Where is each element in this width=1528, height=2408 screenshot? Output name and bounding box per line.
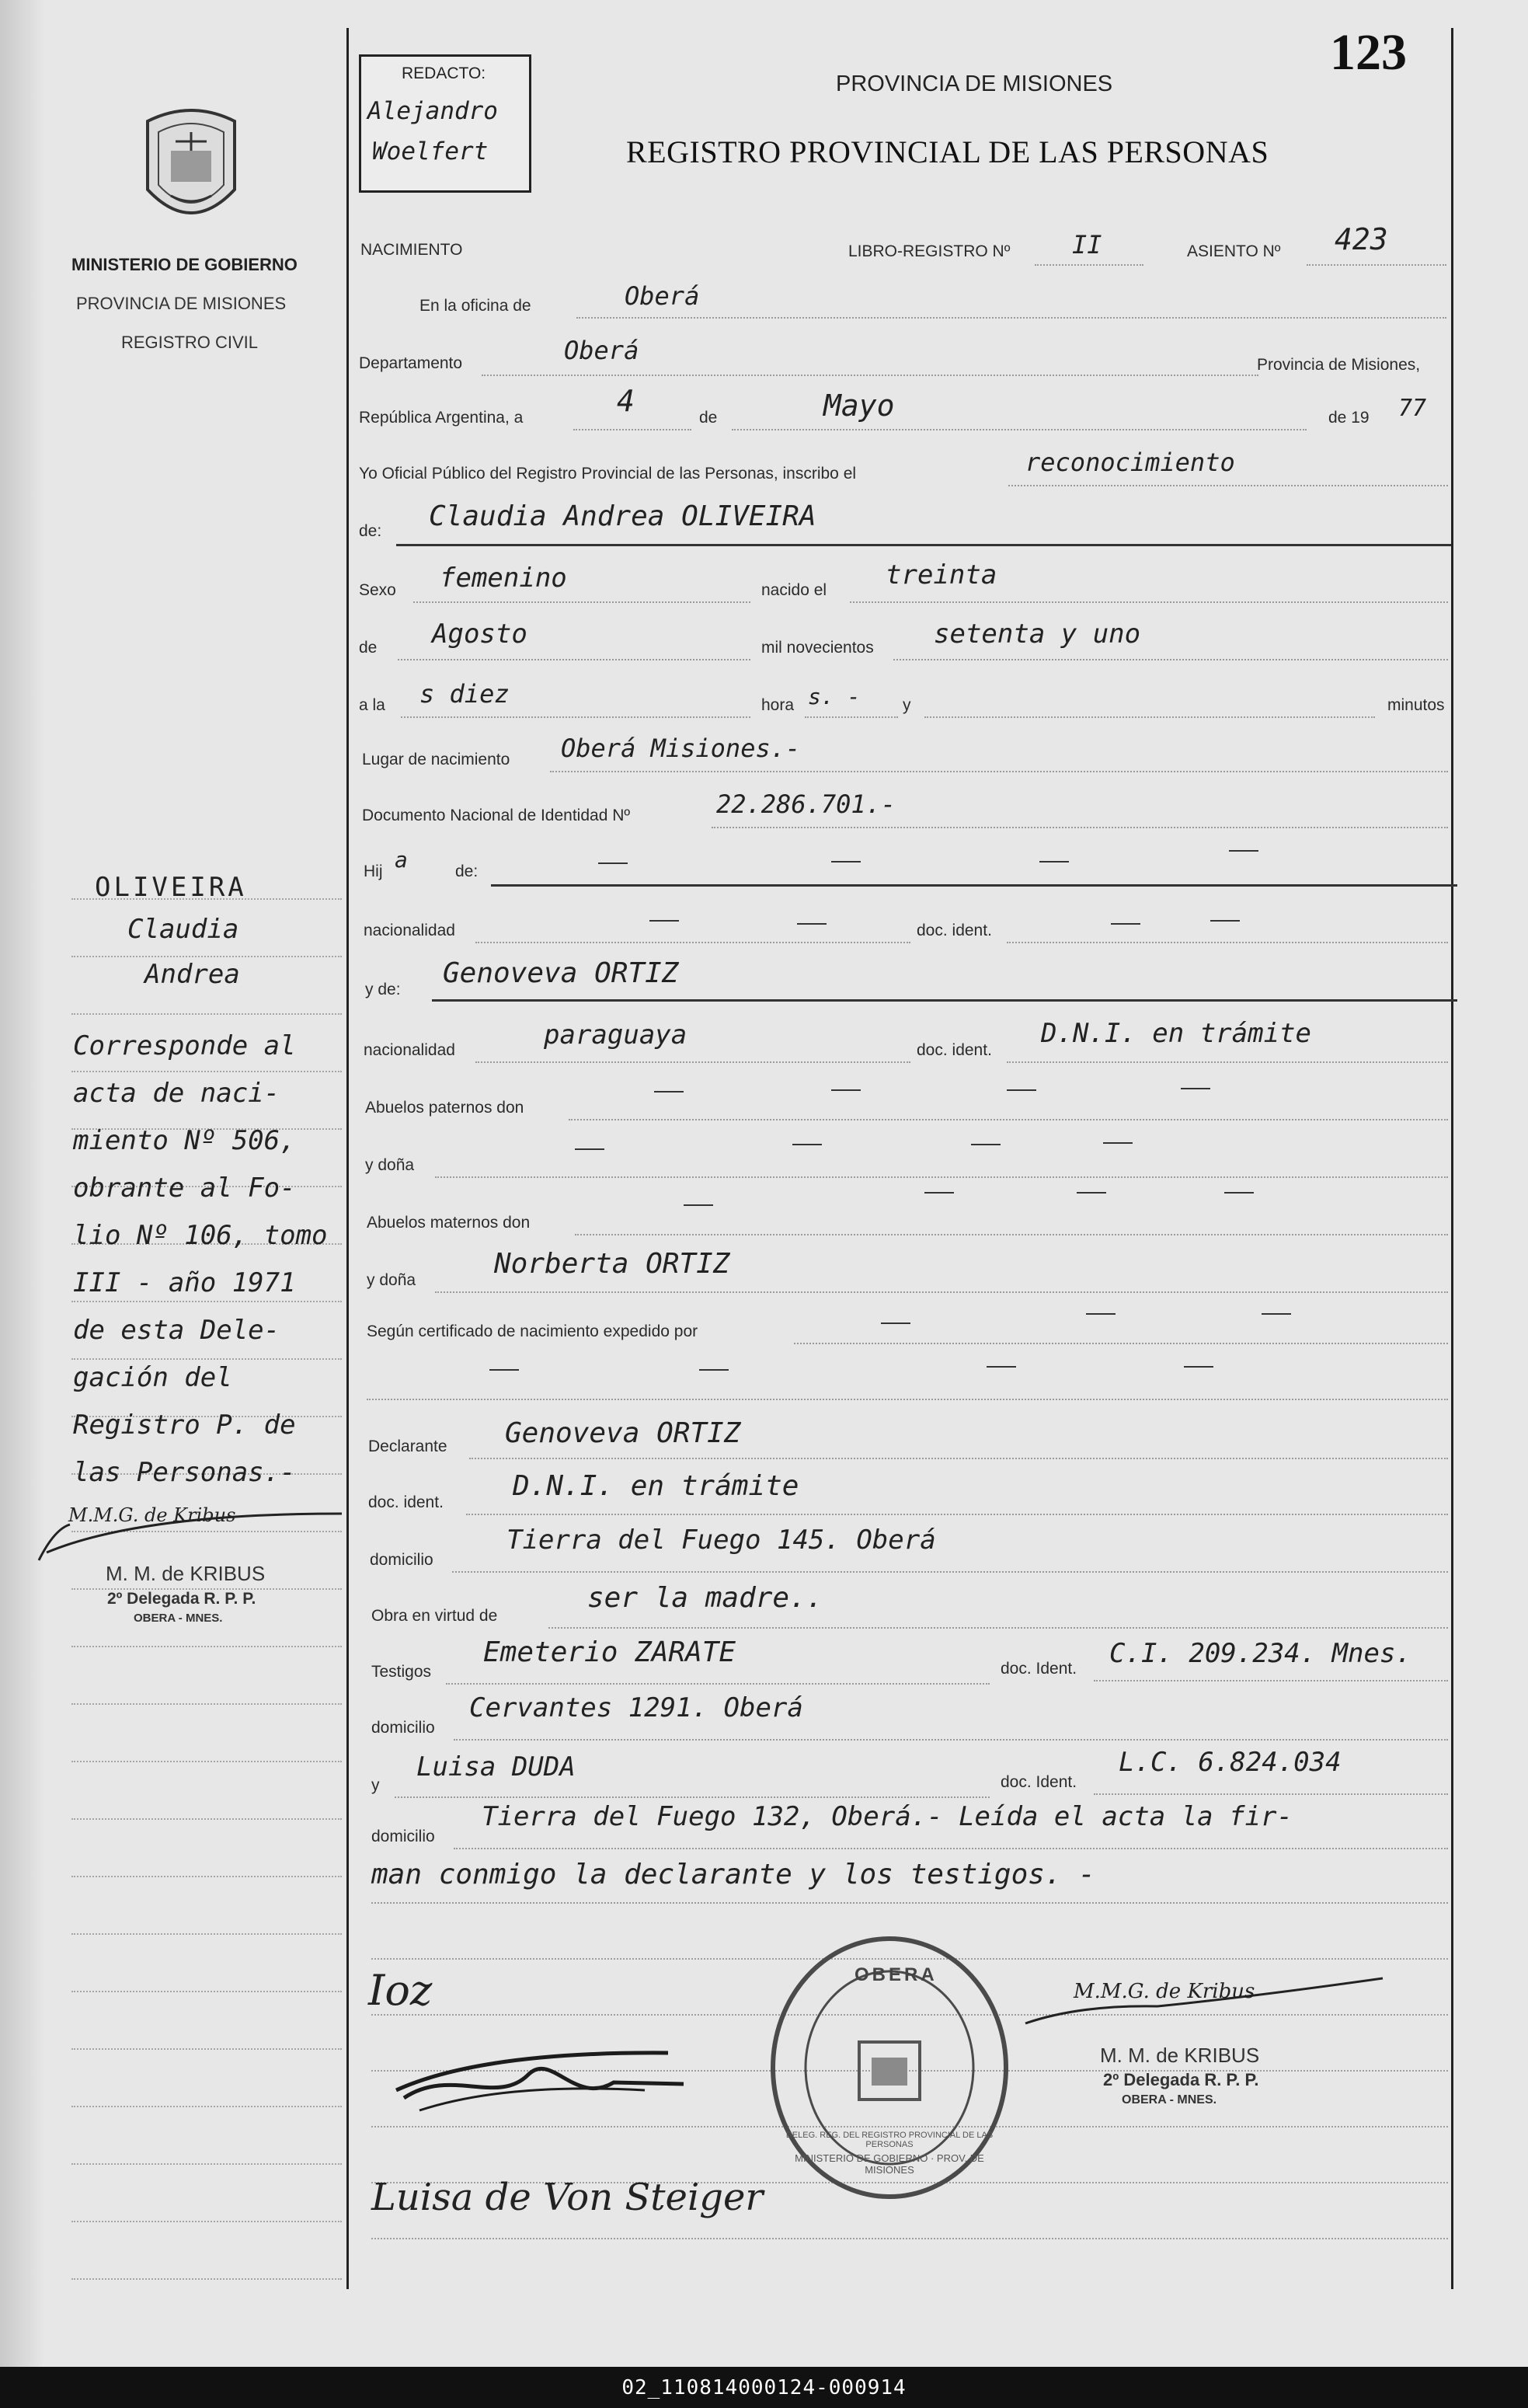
margin-line <box>71 1876 342 1877</box>
horas-value: s. - <box>808 684 861 709</box>
sexo-line <box>413 601 750 603</box>
nacionalidad1-line <box>475 942 910 943</box>
margin-line <box>71 1933 342 1935</box>
margin-note-line: acta de naci- <box>73 1078 280 1109</box>
margin-note-line: Corresponde al <box>73 1030 296 1061</box>
margin-note-line: III - año 1971 <box>73 1267 296 1298</box>
madre-line <box>432 999 1457 1002</box>
hijo-dash <box>831 861 861 862</box>
domicilio2-label: domicilio <box>371 1719 435 1737</box>
horas-label: hora <box>761 696 795 714</box>
page-number: 123 <box>1330 24 1407 81</box>
declarante-line <box>469 1458 1448 1459</box>
departamento-line <box>482 375 1258 376</box>
name-value: Claudia Andrea OLIVEIRA <box>429 500 816 532</box>
ydona1-line <box>435 1176 1448 1178</box>
nacido-line <box>850 601 1448 603</box>
abuelos-pat-dash <box>1181 1088 1210 1089</box>
segun-dash <box>987 1366 1016 1368</box>
segun-line <box>794 1343 1448 1344</box>
closing-value: man conmigo la declarante y los testigos. - <box>371 1859 1095 1891</box>
province-heading: PROVINCIA DE MISIONES <box>836 71 1113 96</box>
signature-line <box>371 2238 1448 2239</box>
abuelos-pat-line <box>569 1119 1448 1120</box>
domicilio1-value: Tierra del Fuego 145. Oberá <box>506 1525 936 1556</box>
hijo-line <box>491 884 1457 887</box>
margin-line <box>71 1013 342 1015</box>
hora-value: s diez <box>419 679 510 709</box>
de2-label: de <box>359 639 378 657</box>
docident4-value: C.I. 209.234. Mnes. <box>1109 1638 1411 1669</box>
hijo-label: Hij <box>364 862 383 880</box>
yde-label: y de: <box>365 981 401 998</box>
docident4-label: doc. Ident. <box>1001 1660 1077 1678</box>
anio-value: 77 <box>1398 395 1427 422</box>
ydona1-dash <box>1103 1142 1133 1144</box>
official-stamp-name: M. M. de KRIBUS <box>1100 2044 1260 2067</box>
segun-dash <box>1184 1366 1213 1368</box>
margin-signature-stroke <box>23 1498 350 1571</box>
lugar-value: Oberá Misiones.- <box>561 734 801 763</box>
dni-value: 22.286.701.- <box>716 789 896 819</box>
lugar-label: Lugar de nacimiento <box>362 751 510 768</box>
right-column-rule <box>1451 28 1453 2289</box>
ydona1-dash <box>792 1144 822 1145</box>
minutos-label: minutos <box>1387 696 1445 714</box>
segun-line2 <box>367 1399 1448 1400</box>
record-type: NACIMIENTO <box>360 241 463 259</box>
segun-dash <box>489 1369 519 1371</box>
redacto-box <box>359 54 531 193</box>
official-signature: M.M.G. de Kribus <box>1074 1980 1255 2003</box>
left-column-rule <box>346 28 349 2289</box>
mes-value: Mayo <box>823 389 895 423</box>
registry-title: REGISTRO PROVINCIAL DE LAS PERSONAS <box>626 134 1269 169</box>
docident1-line <box>1007 942 1448 943</box>
domicilio2-value: Cervantes 1291. Oberá <box>469 1692 803 1723</box>
anio-nac-line <box>893 659 1448 660</box>
obra-label: Obra en virtud de <box>371 1607 498 1625</box>
mes-nac-line <box>398 659 750 660</box>
binding-spine <box>0 0 45 2367</box>
lugar-line <box>550 771 1448 772</box>
domicilio2-line <box>454 1739 1448 1741</box>
docident2-value: D.N.I. en trámite <box>1041 1018 1311 1049</box>
fecha-de-label: de <box>699 409 718 427</box>
margin-line <box>71 1703 342 1705</box>
testigos-label: Testigos <box>371 1663 432 1681</box>
docident5-value: L.C. 6.824.034 <box>1119 1747 1342 1778</box>
signature-declarante: Ioz <box>368 1966 433 2015</box>
margin-given1: Claudia <box>127 914 239 945</box>
nacionalidad1-label: nacionalidad <box>364 922 455 939</box>
abuelos-mat-label: Abuelos maternos don <box>367 1214 531 1232</box>
docident5-label: doc. Ident. <box>1001 1773 1077 1791</box>
hora-line <box>401 716 750 718</box>
seal-top-text: OBERA <box>854 1964 938 1985</box>
libro-label: LIBRO-REGISTRO Nº <box>848 242 1011 260</box>
margin-line <box>71 1991 342 1992</box>
declarante-label: Declarante <box>368 1437 447 1455</box>
abuelos-pat-label: Abuelos paternos don <box>365 1099 524 1117</box>
inscribo-line <box>1008 485 1448 486</box>
margin-line <box>71 1301 342 1302</box>
seal-bottom-text: MINISTERIO DE GOBIERNO · PROV. DE MISIONES <box>795 2152 984 2176</box>
ydona2-label: y doña <box>367 1271 416 1289</box>
y-label: y <box>903 696 911 714</box>
margin-line <box>71 2163 342 2165</box>
margin-given2: Andrea <box>144 959 240 990</box>
abuelos-mat-dash <box>924 1192 954 1194</box>
abuelos-mat-dash <box>1077 1192 1106 1194</box>
libro-value: II <box>1072 230 1102 260</box>
obra-line <box>548 1627 1448 1629</box>
hijo-dash <box>1229 850 1258 852</box>
margin-note-line: lio Nº 106, tomo <box>73 1220 328 1251</box>
minutos-line <box>924 716 1375 718</box>
declarante-value: Genoveva ORTIZ <box>505 1417 741 1449</box>
margin-line <box>71 2048 342 2050</box>
margin-stamp-name: M. M. de KRIBUS <box>106 1562 266 1585</box>
domicilio1-label: domicilio <box>370 1551 433 1569</box>
margin-stamp-title: 2º Delegada R. P. P. <box>107 1590 256 1608</box>
margin-line <box>71 1818 342 1820</box>
abuelos-pat-dash <box>1007 1089 1036 1091</box>
provincia-label: Provincia de Misiones, <box>1257 356 1421 374</box>
abuelos-pat-dash <box>831 1089 861 1091</box>
testigo2-value: Luisa DUDA <box>416 1751 576 1782</box>
asiento-line <box>1307 264 1446 266</box>
nacido-label: nacido el <box>761 581 827 599</box>
ala-label: a la <box>359 696 385 714</box>
nacionalidad2-value: paraguaya <box>544 1019 687 1051</box>
abuelos-mat-dash <box>1224 1192 1254 1194</box>
de19-label: de 19 <box>1328 409 1370 427</box>
asiento-value: 423 <box>1335 222 1388 256</box>
madre-value: Genoveva ORTIZ <box>443 957 679 989</box>
departamento-label: Departamento <box>359 354 463 372</box>
sexo-value: femenino <box>440 563 567 594</box>
margin-line <box>71 1071 342 1072</box>
abuela-mat-value: Norberta ORTIZ <box>494 1248 730 1280</box>
docident1-dash <box>1210 920 1240 922</box>
official-stamp-place: OBERA - MNES. <box>1122 2093 1217 2107</box>
margin-signature: M.M.G. de Kribus <box>68 1504 236 1526</box>
republica-label: República Argentina, a <box>359 409 524 427</box>
mes-nac-value: Agosto <box>432 619 527 650</box>
margin-line <box>71 2106 342 2107</box>
abuelos-mat-line <box>575 1234 1448 1235</box>
margin-note-line: Registro P. de <box>73 1410 296 1441</box>
margin-note-line: miento Nº 506, <box>73 1125 296 1156</box>
mes-line <box>732 429 1307 430</box>
docident2-label: doc. ident. <box>917 1041 992 1059</box>
departamento-value: Oberá <box>564 336 639 365</box>
oficina-line <box>576 317 1446 319</box>
nacionalidad2-line <box>475 1061 910 1063</box>
margin-stamp-place: OBERA - MNES. <box>134 1612 223 1625</box>
ydona1-dash <box>971 1144 1001 1145</box>
domicilio3-line <box>454 1848 1448 1849</box>
hijo-suffix: a <box>395 847 408 873</box>
redacto-label: REDACTO: <box>402 64 486 82</box>
margin-note-line: las Personas.- <box>73 1457 296 1488</box>
nacionalidad2-label: nacionalidad <box>364 1041 455 1059</box>
domicilio3-value: Tierra del Fuego 132, Oberá.- Leída el acta la fir- <box>482 1801 1293 1832</box>
hijo-de-label: de: <box>455 862 479 880</box>
testigo1-line <box>446 1683 990 1685</box>
official-signature-stroke <box>1018 1974 1391 2039</box>
abuelos-mat-dash <box>684 1204 713 1206</box>
redacto-name-line1: Alejandro <box>367 97 498 125</box>
testigo1-value: Emeterio ZARATE <box>483 1636 736 1668</box>
docident2-line <box>1007 1061 1448 1063</box>
nacionalidad1-dash <box>797 923 827 925</box>
ministry-province: PROVINCIA DE MISIONES <box>76 294 287 313</box>
docident5-line <box>1094 1793 1448 1795</box>
redacto-name-line2: Woelfert <box>372 138 489 166</box>
oficial-text: Yo Oficial Público del Registro Provincial de las Personas, inscribo el <box>359 465 857 483</box>
margin-line <box>71 956 342 957</box>
nacionalidad1-dash <box>649 920 679 922</box>
docident3-value: D.N.I. en trámite <box>513 1470 799 1502</box>
y2-label: y <box>371 1776 380 1794</box>
de-name-label: de: <box>359 522 382 540</box>
margin-note-line: gación del <box>73 1362 232 1393</box>
segun-dash <box>1086 1313 1116 1315</box>
signature-testigo2: Luisa de Von Steiger <box>371 2176 764 2219</box>
asiento-label: ASIENTO Nº <box>1187 242 1281 260</box>
abuelos-pat-dash <box>654 1091 684 1092</box>
domicilio3-label: domicilio <box>371 1828 435 1845</box>
horas-line <box>805 716 898 718</box>
segun-label: Según certificado de nacimiento expedido por <box>367 1322 698 1340</box>
margin-line <box>71 1761 342 1762</box>
libro-line <box>1035 264 1143 266</box>
seal-ring-text: DELEG. REG. DEL REGISTRO PROVINCIAL DE LAS PERSONAS <box>785 2131 994 2149</box>
oficina-value: Oberá <box>625 281 700 311</box>
docident4-line <box>1094 1680 1448 1681</box>
nacido-value: treinta <box>886 559 997 591</box>
testigo2-line <box>395 1796 990 1798</box>
segun-dash <box>699 1369 729 1371</box>
ministry-seal-icon <box>137 104 245 239</box>
docident3-line <box>466 1514 1448 1515</box>
margin-line <box>71 2278 342 2280</box>
margin-surname: OLIVEIRA <box>95 872 247 903</box>
margin-note-line: de esta Dele- <box>73 1315 280 1346</box>
ydona2-line <box>435 1291 1448 1293</box>
docident3-label: doc. ident. <box>368 1493 444 1511</box>
official-stamp-title: 2º Delegada R. P. P. <box>1103 2070 1259 2089</box>
margin-line <box>71 1646 342 1647</box>
docident1-label: doc. ident. <box>917 922 992 939</box>
dni-line <box>712 827 1448 828</box>
margin-line <box>71 1358 342 1360</box>
sexo-label: Sexo <box>359 581 396 599</box>
hijo-dash <box>1039 861 1069 862</box>
hijo-dash <box>598 862 628 864</box>
signature-testigo1 <box>388 2036 699 2124</box>
margin-line <box>71 2221 342 2222</box>
margin-note-line: obrante al Fo- <box>73 1173 296 1204</box>
segun-dash <box>881 1322 910 1324</box>
anio-nac-value: setenta y uno <box>934 619 1141 650</box>
dia-line <box>573 429 691 430</box>
domicilio1-line <box>452 1571 1448 1573</box>
name-line <box>396 544 1451 546</box>
ydona1-label: y doña <box>365 1156 415 1174</box>
docident1-dash <box>1111 923 1140 925</box>
mil-label: mil novecientos <box>761 639 874 657</box>
dia-value: 4 <box>617 384 635 418</box>
inscribo-value: reconocimiento <box>1025 448 1235 477</box>
segun-dash <box>1262 1313 1291 1315</box>
dni-label: Documento Nacional de Identidad Nº <box>362 807 631 824</box>
ydona1-dash <box>575 1148 604 1150</box>
obra-value: ser la madre.. <box>587 1582 823 1614</box>
oficina-label: En la oficina de <box>419 297 531 315</box>
scan-id: 02_110814000124-000914 <box>621 2376 907 2399</box>
ministry-name: MINISTERIO DE GOBIERNO <box>71 255 298 274</box>
closing-line <box>371 1902 1448 1904</box>
ministry-registry: REGISTRO CIVIL <box>121 333 259 352</box>
